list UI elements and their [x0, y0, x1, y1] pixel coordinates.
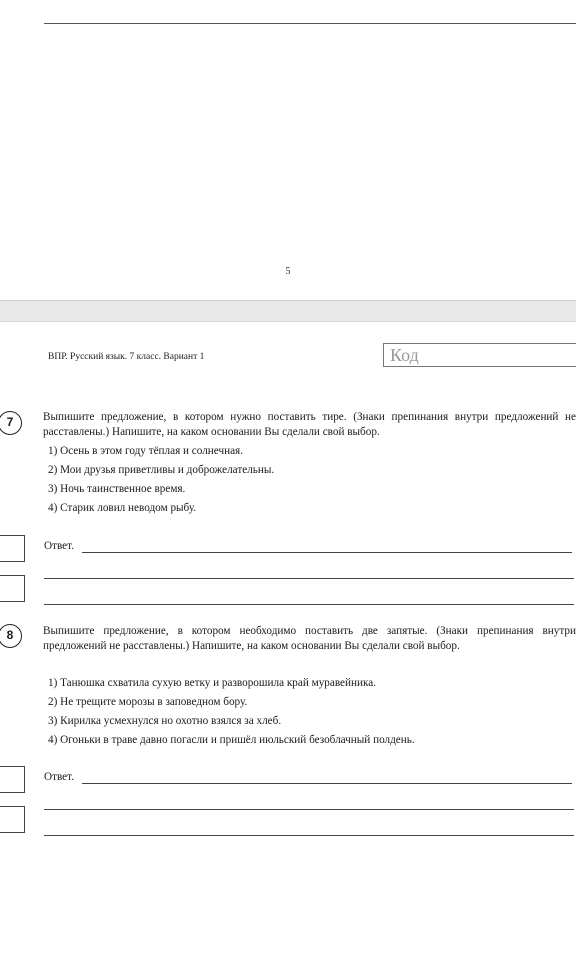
score-box[interactable] [0, 806, 25, 833]
answer-line [44, 23, 576, 24]
answer-label: Ответ. [44, 771, 74, 783]
score-box[interactable] [0, 766, 25, 793]
option-item: 1) Осень в этом году тёплая и солнечная. [48, 445, 243, 457]
page-separator [0, 300, 576, 322]
answer-line[interactable] [44, 604, 574, 605]
code-field[interactable]: Код [383, 343, 576, 367]
score-box[interactable] [0, 535, 25, 562]
option-item: 1) Танюшка схватила сухую ветку и разворошила край муравейника. [48, 677, 377, 689]
task-7-options [48, 442, 568, 518]
task-8-options [48, 674, 568, 750]
score-box[interactable] [0, 575, 25, 602]
option-item: 3) Ночь таинственное время. [48, 483, 186, 495]
answer-line[interactable] [44, 835, 574, 836]
task-8-answer[interactable] [44, 771, 576, 787]
page-header: ВПР. Русский язык. 7 класс. Вариант 1 [48, 352, 205, 362]
answer-line[interactable] [44, 809, 574, 810]
option-item: 2) Не трещите морозы в заповедном бору. [48, 696, 248, 708]
previous-page [0, 0, 576, 300]
option-item: 4) Старик ловил неводом рыбу. [48, 502, 197, 514]
answer-label: Ответ. [44, 540, 74, 552]
option-item: 4) Огоньки в траве давно погасли и пришёл июльский безоблачный полдень. [48, 734, 415, 746]
option-item: 3) Кирилка усмехнулся но охотно взялся за хлеб. [48, 715, 282, 727]
task-7-answer[interactable] [44, 540, 576, 556]
task-8-question: Выпишите предложение, в котором необходимо поставить две запятые. (Знаки препинания внутри предложений не расставлены.) Напишите, на каком основании Вы сделали свой выбор. [43, 625, 576, 652]
answer-line[interactable] [44, 578, 574, 579]
task-number-badge: 7 [0, 411, 22, 435]
option-item: 2) Мои друзья приветливы и доброжелательны. [48, 464, 275, 476]
task-number-badge: 8 [0, 624, 22, 648]
answer-line [82, 783, 572, 784]
page-number: 5 [285, 266, 291, 277]
task-7-question: Выпишите предложение, в котором нужно поставить тире. (Знаки препинания внутри предложений не расставлены.) Напишите, на каком основании Вы сделали свой выбор. [43, 411, 576, 438]
answer-line [82, 552, 572, 553]
